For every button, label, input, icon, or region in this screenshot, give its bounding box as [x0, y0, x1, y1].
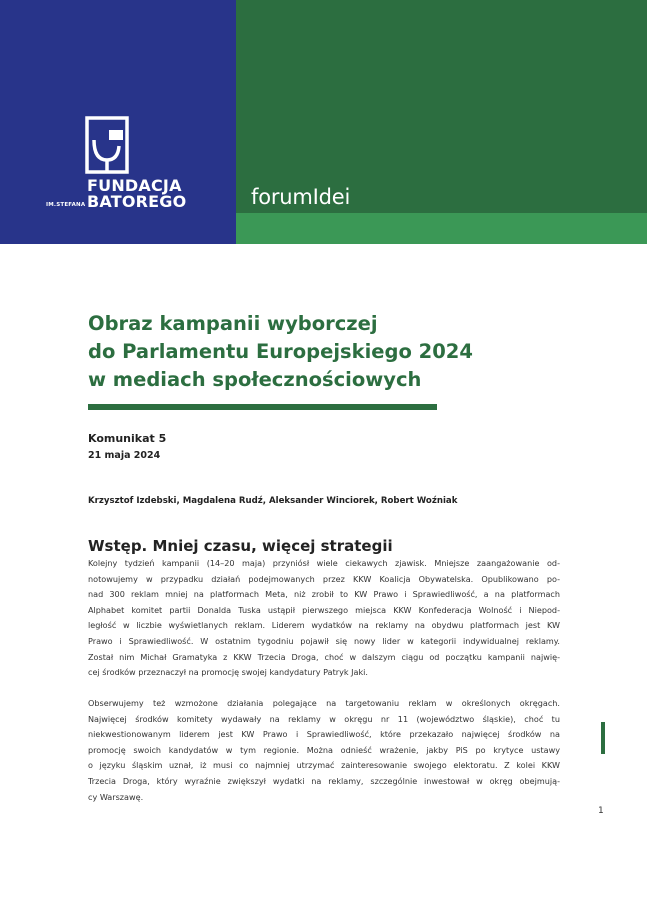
body-paragraph-1 — [88, 556, 560, 681]
text-line: o języku śląskim uznał, iż musi co najmniej utrzymać zainteresowanie swojego elektoratu. Z kolei KKW — [88, 760, 560, 771]
text-line: Alphabet komitet partii Donalda Tuska ustąpił pierwszego miejsca KKW Konfederacja Wolność i Niepod- — [88, 604, 560, 615]
header-green-panel — [236, 0, 647, 213]
title-line: w mediach społecznościowych — [88, 368, 422, 391]
text-line: Trzecia Droga, który wyraźnie zwiększył wydatki na reklamy, szczególnie inwestował w okręg obejmują- — [88, 775, 560, 786]
title-line: do Parlamentu Europejskiego 2024 — [88, 340, 473, 363]
communique-label: Komunikat 5 — [88, 432, 167, 445]
foundation-logo-panel — [0, 0, 236, 244]
title-underline — [88, 404, 437, 410]
text-line: cej środków przeznaczył na promocję swojej kandydatury Patryk Jaki. — [88, 667, 369, 678]
page-header — [0, 0, 647, 244]
series-name: forumIdei — [251, 185, 351, 209]
org-name-line2: BATOREGO — [87, 192, 187, 211]
org-name-small: IM.STEFANA — [46, 202, 86, 208]
title-line: Obraz kampanii wyborczej — [88, 312, 378, 335]
section-heading: Wstęp. Mniej czasu, więcej strategii — [88, 537, 393, 555]
header-green-strip — [236, 213, 647, 244]
text-line: cy Warszawę. — [88, 791, 144, 802]
text-line: ległość w liczbie wyświetlanych reklam. Liderem wydatków na reklamy na obydwu platformach jest KW — [88, 620, 560, 631]
org-name-line1: FUNDACJA — [87, 176, 182, 195]
text-line: notowujemy w przypadku działań podejmowanych przez KKW Koalicja Obywatelska. Opublikowano po- — [88, 573, 560, 584]
publication-date: 21 maja 2024 — [88, 450, 161, 461]
foundation-logo-icon — [85, 116, 129, 174]
text-line: Został nim Michał Gramatyka z KKW Trzecia Droga, choć w dalszym ciągu od początku kampanii najwię- — [88, 651, 560, 662]
text-line: Kolejny tydzień kampanii (14–20 maja) przyniósł wiele ciekawych zjawisk. Mniejsze zaangażowanie od- — [88, 558, 560, 568]
text-line: Prawo i Sprawiedliwość. W ostatnim tygodniu pojawił się nowy lider w kategorii indywidualnej reklamy. — [88, 635, 560, 646]
document-title — [88, 310, 548, 394]
text-line: nad 300 reklam mniej na platformach Meta, niż zrobił to KW Prawo i Sprawiedliwość, a na platformach — [88, 589, 560, 600]
text-line: promocję swoich kandydatów w tym regionie. Można odnieść wrażenie, jakby PiS po krytyce ustawy — [88, 744, 560, 755]
text-line: Obserwujemy też wzmożone działania polegające na targetowaniu reklam w określonych okręgach. — [88, 698, 560, 708]
authors-line: Krzysztof Izdebski, Magdalena Rudź, Aleksander Winciorek, Robert Woźniak — [88, 496, 458, 506]
text-line: niekwestionowanym liderem jest KW Prawo i Sprawiedliwość, które przekazało najwięcej środków na — [88, 729, 560, 740]
page-number: 1 — [598, 806, 604, 816]
text-line: Najwięcej środków komitety wydawały na reklamy w okręgu nr 11 (województwo śląskie), choć tu — [88, 713, 560, 724]
body-paragraph-2 — [88, 696, 560, 805]
margin-marker — [601, 722, 605, 754]
